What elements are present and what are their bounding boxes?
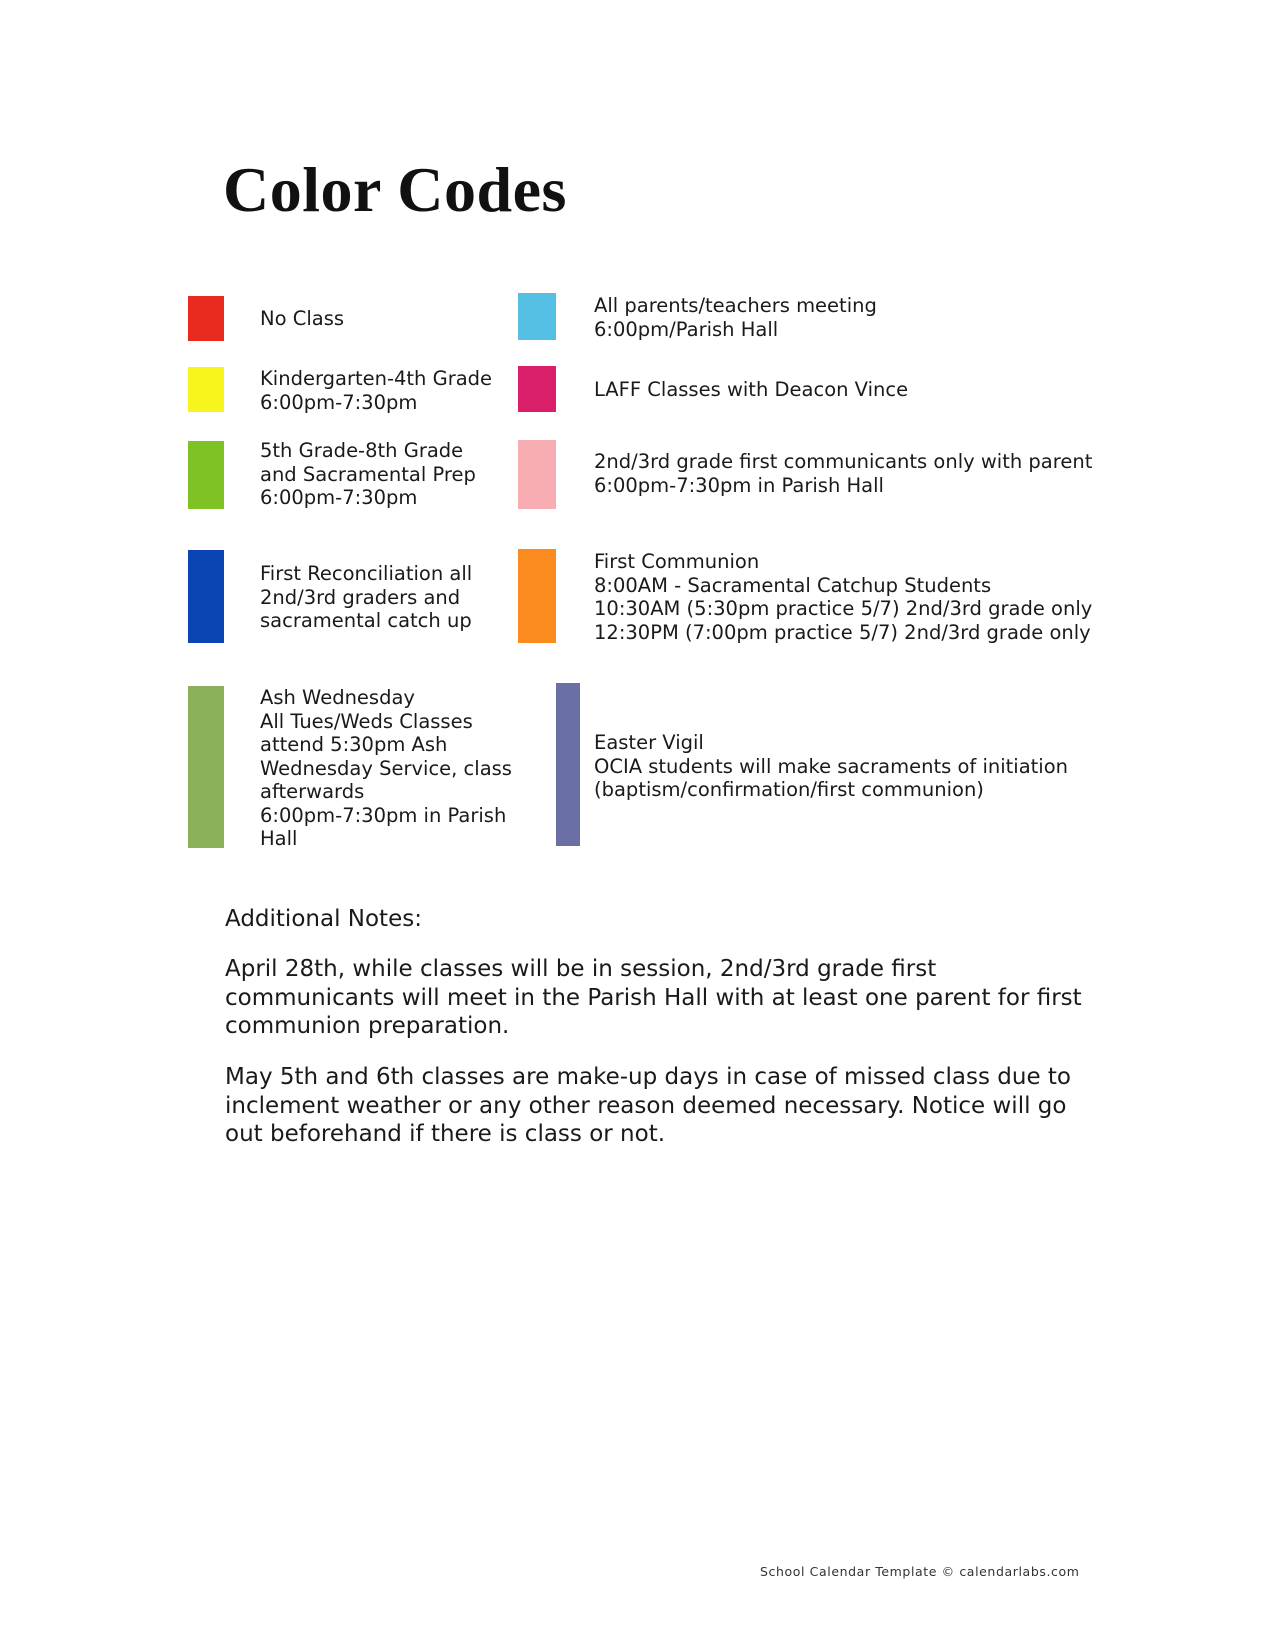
legend-label-first-communicants-parent: 2nd/3rd grade first communicants only with parent 6:00pm-7:30pm in Parish Hall [594, 450, 1093, 497]
footer-credit: School Calendar Template © calendarlabs.com [760, 1564, 1080, 1579]
legend-label-first-communion: First Communion 8:00AM - Sacramental Catchup Students 10:30AM (5:30pm practice 5/7) 2nd/3rd grade only 12:30PM (7:00pm practice 5/7) 2nd/3rd grade only [594, 550, 1093, 644]
swatch-parents-teachers-meeting [518, 293, 556, 340]
legend-label-5th-8th: 5th Grade-8th Grade and Sacramental Prep 6:00pm-7:30pm [260, 439, 476, 509]
legend-label-first-reconciliation: First Reconciliation all 2nd/3rd graders and sacramental catch up [260, 562, 473, 632]
notes-heading: Additional Notes: [225, 906, 422, 932]
legend-label-no-class: No Class [260, 307, 345, 330]
swatch-no-class [188, 296, 224, 341]
legend-label-ash-wednesday: Ash Wednesday All Tues/Weds Classes attend 5:30pm Ash Wednesday Service, class afterwards 6:00pm-7:30pm in Parish Hall [260, 686, 512, 850]
note-paragraph: May 5th and 6th classes are make-up days in case of missed class due to inclement weather or any other reason deemed necessary. Notice will go out beforehand if there is class or not. [225, 1064, 1072, 1147]
swatch-first-reconciliation [188, 550, 224, 643]
swatch-easter-vigil [556, 683, 580, 846]
swatch-5th-8th [188, 441, 224, 509]
legend-label-easter-vigil: Easter Vigil OCIA students will make sacraments of initiation (baptism/confirmation/first communion) [594, 731, 1068, 801]
swatch-kindergarten-4th [188, 367, 224, 412]
legend-label-kindergarten-4th: Kindergarten-4th Grade 6:00pm-7:30pm [260, 367, 493, 414]
swatch-first-communicants-parent [518, 440, 556, 509]
legend-label-laff-classes: LAFF Classes with Deacon Vince [594, 378, 909, 401]
swatch-first-communion [518, 549, 556, 643]
swatch-ash-wednesday [188, 686, 224, 848]
legend-label-parents-teachers-meeting: All parents/teachers meeting 6:00pm/Parish Hall [594, 294, 877, 341]
note-paragraph: April 28th, while classes will be in session, 2nd/3rd grade first communicants will meet in the Parish Hall with at least one parent for first communion preparation. [225, 956, 1082, 1039]
swatch-laff-classes [518, 366, 556, 412]
page-title: Color Codes [223, 154, 567, 225]
